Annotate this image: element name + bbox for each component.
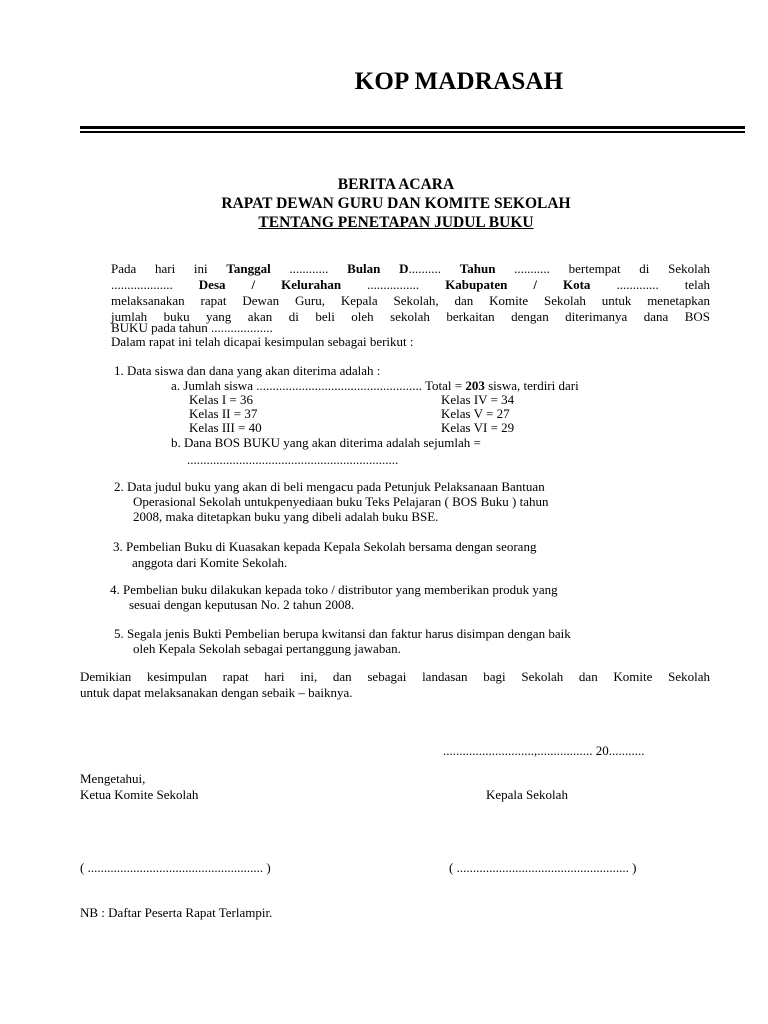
item-2-line-1: 2. Data judul buku yang akan di beli mengacu pada Petunjuk Pelaksanaan Bantuan <box>114 479 545 494</box>
item-4-line-1: 4. Pembelian buku dilakukan kepada toko / distributor yang memberikan produk yang <box>110 582 558 597</box>
title-penetapan: TENTANG PENETAPAN JUDUL BUKU <box>258 214 534 231</box>
intro-text: .......... <box>408 261 460 276</box>
item-1a-tail: siswa, terdiri dari <box>484 378 579 393</box>
kelas-right-3: Kelas VI = 29 <box>441 420 515 435</box>
header-rule-thin <box>80 131 745 133</box>
item-1b: b. Dana BOS BUKU yang akan diterima adalah sejumlah = <box>171 435 481 450</box>
intro-kabupaten: Kabupaten / Kota <box>445 277 591 292</box>
intro-tanggal: Tanggal <box>226 261 271 276</box>
item-2-line-2: Operasional Sekolah untukpenyediaan buku Teks Pelajaran ( BOS Buku ) tahun <box>133 494 549 509</box>
title-rapat: RAPAT DEWAN GURU DAN KOMITE SEKOLAH <box>221 195 571 212</box>
title-berita-acara: BERITA ACARA <box>337 176 455 193</box>
intro-text: ............. telah <box>590 277 711 292</box>
intro-text: ................ <box>341 277 446 292</box>
signature-right-name: ( ..................................................... ) <box>449 860 637 875</box>
intro-line-1 <box>111 261 710 277</box>
signature-left-title: Ketua Komite Sekolah <box>80 787 199 802</box>
kelas-right-2: Kelas V = 27 <box>441 406 510 421</box>
signature-left-name: ( ...................................................... ) <box>80 860 271 875</box>
intro-tahun: Tahun <box>459 261 496 276</box>
kelas-left-2: Kelas II = 37 <box>189 406 258 421</box>
intro-text: Pada hari ini <box>111 261 227 276</box>
intro-line-5: BUKU pada tahun ................... <box>111 320 273 335</box>
closing-line-1: Demikian kesimpulan rapat hari ini, dan sebagai landasan bagi Sekolah dan Komite Sekolah <box>80 669 710 684</box>
item-1a-label: a. Jumlah siswa ................................................... Total = <box>171 378 466 393</box>
intro-desa: Desa / Kelurahan <box>198 277 342 292</box>
item-4-line-2: sesuai dengan keputusan No. 2 tahun 2008. <box>129 597 355 612</box>
item-3-line-2: anggota dari Komite Sekolah. <box>132 555 288 570</box>
item-1b-dots: ................................................................. <box>187 452 399 467</box>
kelas-left-1: Kelas I = 36 <box>189 392 254 407</box>
item-3-line-1: 3. Pembelian Buku di Kuasakan kepada Kepala Sekolah bersama dengan seorang <box>113 539 537 554</box>
intro-line-3: melaksanakan rapat Dewan Guru, Kepala Sekolah, dan Komite Sekolah untuk menetapkan <box>111 293 710 308</box>
intro-text: ........... bertempat di Sekolah <box>495 261 711 276</box>
item-5-line-2: oleh Kepala Sekolah sebagai pertanggung jawaban. <box>133 641 401 656</box>
header-rule-thick <box>80 126 745 129</box>
signature-date: ............................,................. 20........... <box>443 743 645 758</box>
closing-line-2: untuk dapat melaksanakan dengan sebaik – baiknya. <box>80 685 353 700</box>
intro-text: ................... <box>111 277 199 292</box>
kop-madrasah: KOP MADRASAH <box>354 68 564 95</box>
note-daftar-peserta: NB : Daftar Peserta Rapat Terlampir. <box>80 905 273 920</box>
intro-line-4: jumlah buku yang akan di beli oleh sekolah berkaitan dengan diterimanya dana BOS <box>111 309 710 324</box>
intro-bulan: Bulan D <box>347 261 409 276</box>
item-1-head: 1. Data siswa dan dana yang akan diterima adalah : <box>114 363 381 378</box>
intro-text: ............ <box>270 261 348 276</box>
kelas-left-3: Kelas III = 40 <box>189 420 262 435</box>
signature-mengetahui: Mengetahui, <box>80 771 146 786</box>
item-1a-total: 203 <box>465 378 485 393</box>
item-5-line-1: 5. Segala jenis Bukti Pembelian berupa kwitansi dan faktur harus disimpan dengan baik <box>114 626 571 641</box>
item-2-line-3: 2008, maka ditetapkan buku yang dibeli adalah buku BSE. <box>133 509 439 524</box>
kelas-right-1: Kelas IV = 34 <box>441 392 515 407</box>
intro-line-6: Dalam rapat ini telah dicapai kesimpulan sebagai berikut : <box>111 334 414 349</box>
signature-right-title: Kepala Sekolah <box>486 787 568 802</box>
intro-line-2 <box>111 277 710 293</box>
